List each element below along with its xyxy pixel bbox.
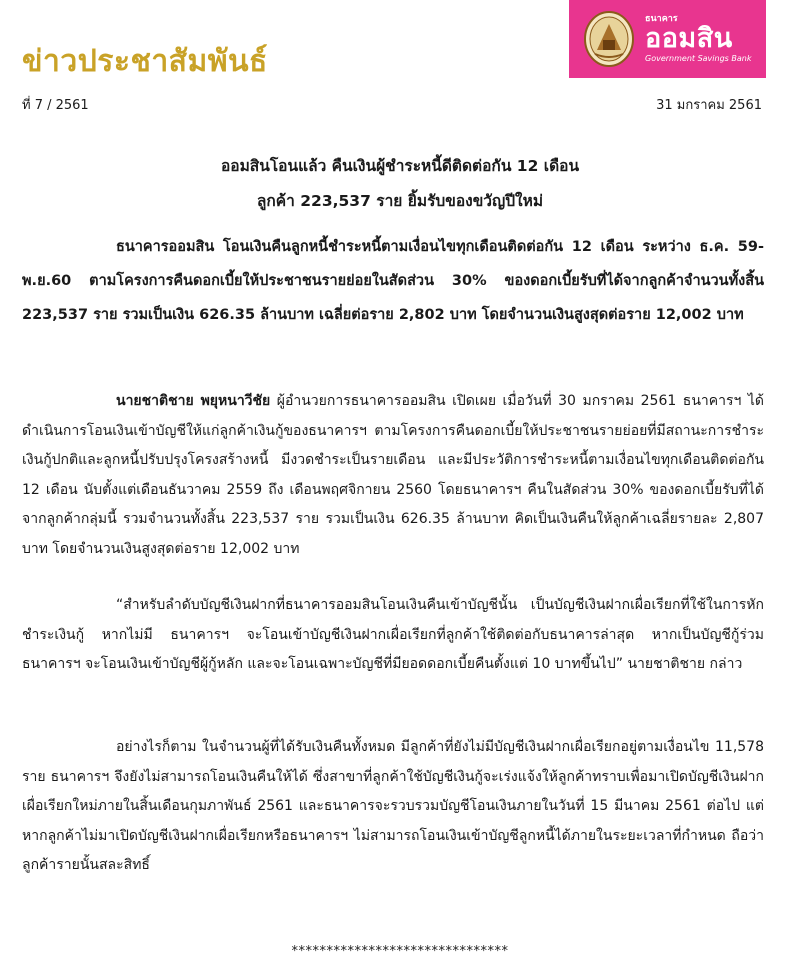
document-number: ที่ 7 / 2561 bbox=[22, 98, 89, 113]
logo-english-text: Government Savings Bank bbox=[645, 54, 752, 63]
end-separator: ******************************* bbox=[291, 944, 509, 959]
document-date: 31 มกราคม 2561 bbox=[656, 98, 762, 113]
page-title: ข่าวประชาสัมพันธ์ bbox=[22, 44, 268, 79]
bank-seal-icon bbox=[583, 10, 635, 68]
headline-line-2: ลูกค้า 223,537 ราย ยิ้มรับของขวัญปีใหม่ bbox=[256, 192, 544, 210]
bank-logo bbox=[569, 0, 766, 78]
logo-big-text: ออมสิน bbox=[645, 23, 733, 54]
body-paragraph-2: “สำหรับลำดับบัญชีเงินฝากที่ธนาคารออมสินโอนเงินคืนเข้าบัญชีนั้น เป็นบัญชีเงินฝากเผื่อเรียกที่ใช้ในการหักชำระเงินกู้ หากไม่มี ธนาคารฯ จะโอนเข้าบัญชีเงินฝากเผื่อเรียกที่ลูกค้าใช้ติดต่อกับธนาคารล่าสุด หากเป็นบัญชีกู้ร่วม ธนาคารฯ จะโอนเงินเข้าบัญชีผู้กู้หลัก และจะโอนเฉพาะบัญชีที่มียอดดอกเบี้ยคืนตั้งแต่ 10 บาทขึ้นไป” นายชาติชาย กล่าว bbox=[22, 597, 764, 672]
body-paragraph-1 bbox=[22, 387, 764, 564]
lead-paragraph: ธนาคารออมสิน โอนเงินคืนลูกหนี้ชำระหนี้ตามเงื่อนไขทุกเดือนติดต่อกัน 12 เดือน ระหว่าง ธ.ค. 59-พ.ย.60 ตามโครงการคืนดอกเบี้ยให้ประชาชนรายย่อยในสัดส่วน 30% ของดอกเบี้ยรับที่ได้จากลูกค้าจำนวนทั้งสิ้น 223,537 ราย รวมเป็นเงิน 626.35 ล้านบาท เฉลี่ยต่อราย 2,802 บาท โดยจำนวนเงินสูงสุดต่อราย 12,002 บาท bbox=[22, 239, 764, 323]
logo-small-text: ธนาคาร bbox=[645, 14, 678, 24]
executive-name: นายชาติชาย พยุหนาวีชัย bbox=[116, 393, 271, 409]
headline-line-1: ออมสินโอนแล้ว คืนเงินผู้ชำระหนี้ดีติดต่อกัน 12 เดือน bbox=[220, 157, 580, 175]
body-paragraph-1-text: ผู้อำนวยการธนาคารออมสิน เปิดเผย เมื่อวันที่ 30 มกราคม 2561 ธนาคารฯ ได้ดำเนินการโอนเงินเข้าบัญชีให้แก่ลูกค้าเงินกู้ของธนาคารฯ ตามโครงการคืนดอกเบี้ยให้ประชาชนรายย่อยที่มีสถานะการชำระเงินกู้ปกติและลูกหนี้ปรับปรุงโครงสร้างหนี้ มีงวดชำระเป็นรายเดือน และมีประวัติการชำระหนี้ตามเงื่อนไขทุกเดือนติดต่อกัน 12 เดือน นับตั้งแต่เดือนธันวาคม 2559 ถึง เดือนพฤศจิกายน 2560 โดยธนาคารฯ คืนในสัดส่วน 30% ของดอกเบี้ยรับที่ได้จากลูกค้ากลุ่มนี้ รวมจำนวนทั้งสิ้น 223,537 ราย รวมเป็นเงิน 626.35 ล้านบาท คิดเป็นเงินคืนให้ลูกค้าเฉลี่ยรายละ 2,807 บาท โดยจำนวนเงินสูงสุดต่อราย 12,002 บาท bbox=[22, 393, 764, 557]
body-paragraph-3: อย่างไรก็ตาม ในจำนวนผู้ที่ได้รับเงินคืนทั้งหมด มีลูกค้าที่ยังไม่มีบัญชีเงินฝากเผื่อเรียกอยู่ตามเงื่อนไข 11,578 ราย ธนาคารฯ จึงยังไม่สามารถโอนเงินคืนให้ได้ ซึ่งสาขาที่ลูกค้าใช้บัญชีเงินกู้จะเร่งแจ้งให้ลูกค้าทราบเพื่อมาเปิดบัญชีเงินฝากเผื่อเรียกใหม่ภายในสิ้นเดือนกุมภาพันธ์ 2561 และธนาคารจะรวบรวมบัญชีโอนเงินภายในวันที่ 15 มีนาคม 2561 ต่อไป แต่หากลูกค้าไม่มาเปิดบัญชีเงินฝากเผื่อเรียกหรือธนาคารฯ ไม่สามารถโอนเงินเข้าบัญชีลูกหนี้ได้ภายในระยะเวลาที่กำหนด ถือว่าลูกค้ารายนั้นสละสิทธิ์ bbox=[22, 739, 764, 873]
